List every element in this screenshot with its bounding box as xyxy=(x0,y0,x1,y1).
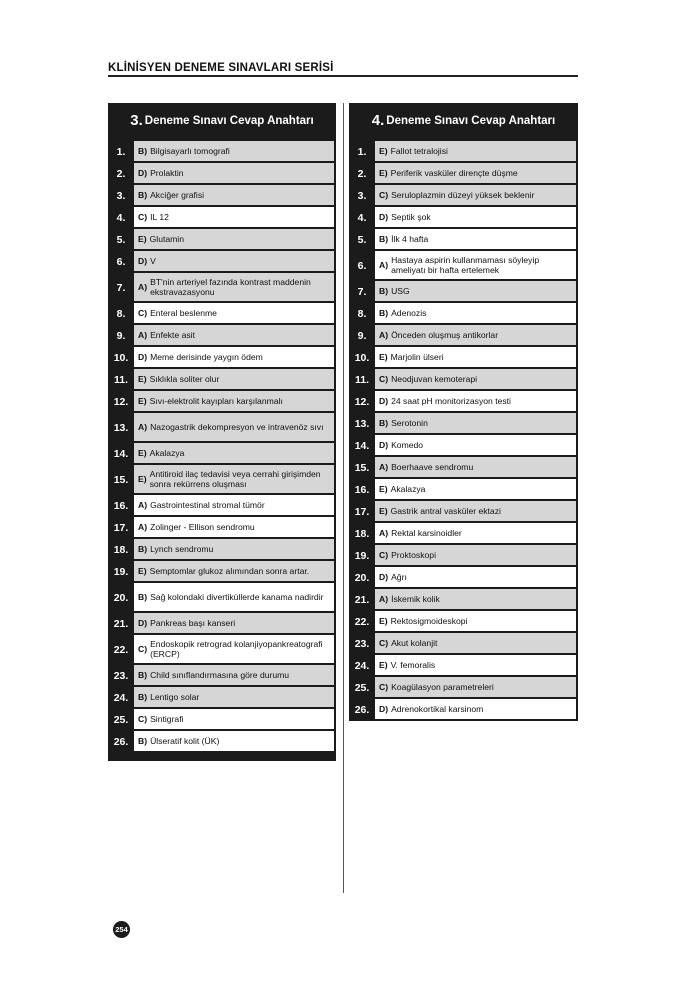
answer-text: BT'nin arteriyel fazında kontrast maddenin ekstravazasyonu xyxy=(150,277,311,297)
page-number-badge: 254 xyxy=(113,921,130,938)
answer-option: D) xyxy=(138,618,148,628)
answer-row xyxy=(108,665,336,687)
answer-text: Meme derisinde yaygın ödem xyxy=(150,352,263,362)
question-number: 26. xyxy=(113,736,129,748)
answer-option: E) xyxy=(138,234,147,244)
answer-option: B) xyxy=(379,286,389,296)
answer-text: Marjolin ülseri xyxy=(390,352,444,362)
answer-row xyxy=(108,709,336,731)
answer-row xyxy=(108,207,336,229)
question-number: 25. xyxy=(354,682,370,694)
answer-option: D) xyxy=(138,352,148,362)
panel-title: Deneme Sınavı Cevap Anahtarı xyxy=(386,114,556,127)
question-number: 23. xyxy=(113,670,129,682)
answer-cell xyxy=(375,633,576,653)
answer-option: A) xyxy=(379,260,389,270)
answer-text: Lentigo solar xyxy=(150,692,200,702)
answer-option: D) xyxy=(379,572,389,582)
answer-cell xyxy=(134,539,334,559)
answer-option: E) xyxy=(138,448,147,458)
answer-row xyxy=(108,391,336,413)
answer-cell xyxy=(134,517,334,537)
answer-row xyxy=(108,273,336,303)
answer-option: A) xyxy=(379,528,389,538)
question-number: 1. xyxy=(116,146,126,158)
question-number: 10. xyxy=(113,352,129,364)
question-number: 23. xyxy=(354,638,370,650)
answer-option: B) xyxy=(138,692,148,702)
answer-option: A) xyxy=(138,282,148,292)
answer-row xyxy=(349,589,578,611)
question-number: 17. xyxy=(113,522,129,534)
answer-text: Pankreas başı kanseri xyxy=(150,618,236,628)
answer-text: Koagülasyon parametreleri xyxy=(391,682,494,692)
answer-cell xyxy=(134,687,334,707)
question-number: 3. xyxy=(116,190,126,202)
answer-cell xyxy=(375,325,576,345)
answer-row xyxy=(108,163,336,185)
answer-text: Gastrointestinal stromal tümör xyxy=(150,500,265,510)
answer-option: B) xyxy=(138,146,148,156)
answer-row xyxy=(349,347,578,369)
answer-option: E) xyxy=(379,168,388,178)
answer-text: Akalazya xyxy=(390,484,426,494)
question-number: 4. xyxy=(116,212,126,224)
answer-cell xyxy=(375,457,576,477)
answer-row xyxy=(108,443,336,465)
answer-row xyxy=(108,141,336,163)
question-number: 19. xyxy=(354,550,370,562)
answer-cell xyxy=(134,613,334,633)
answer-row xyxy=(349,141,578,163)
answer-row xyxy=(108,731,336,753)
answer-text: Septik şok xyxy=(391,212,431,222)
answer-row xyxy=(108,229,336,251)
answer-text: Child sınıflandırmasına göre durumu xyxy=(150,670,290,680)
answer-option: B) xyxy=(379,308,389,318)
answer-cell xyxy=(134,251,334,271)
answer-text: İlk 4 hafta xyxy=(391,234,429,244)
answer-option: E) xyxy=(138,374,147,384)
answer-key-exam-4 xyxy=(349,103,578,721)
answer-cell xyxy=(134,391,334,411)
question-number: 22. xyxy=(113,644,129,656)
answer-option: A) xyxy=(379,594,389,604)
answer-option: E) xyxy=(379,616,388,626)
answer-row xyxy=(349,413,578,435)
answer-text: Bilgisayarlı tomografi xyxy=(150,146,230,156)
question-number: 6. xyxy=(116,256,126,268)
answer-cell xyxy=(375,435,576,455)
answer-option: A) xyxy=(379,330,389,340)
answer-text: Glutamin xyxy=(149,234,184,244)
question-number: 10. xyxy=(354,352,370,364)
answer-row xyxy=(349,281,578,303)
question-number: 18. xyxy=(113,544,129,556)
answer-text: Antitiroid ilaç tedavisi veya cerrahi girişimden sonra rekürrens oluşması xyxy=(149,469,321,489)
answer-text: Enfekte asit xyxy=(150,330,195,340)
answer-text: Lynch sendromu xyxy=(150,544,214,554)
answer-text: Rektal karsinoidler xyxy=(391,528,462,538)
question-number: 20. xyxy=(354,572,370,584)
answer-cell xyxy=(134,465,334,493)
question-number: 4. xyxy=(357,212,367,224)
answer-text: Önceden oluşmuş antikorlar xyxy=(391,330,499,340)
answer-cell xyxy=(134,709,334,729)
answer-row xyxy=(349,229,578,251)
answer-option: B) xyxy=(379,234,389,244)
question-number: 19. xyxy=(113,566,129,578)
answer-row xyxy=(349,611,578,633)
answer-text: Ağrı xyxy=(391,572,407,582)
answer-row xyxy=(108,561,336,583)
question-number: 7. xyxy=(357,286,367,298)
answer-row xyxy=(108,687,336,709)
answer-cell xyxy=(134,583,334,611)
answer-option: D) xyxy=(138,168,148,178)
answer-option: E) xyxy=(138,566,147,576)
question-number: 5. xyxy=(116,234,126,246)
question-number: 24. xyxy=(113,692,129,704)
answer-row xyxy=(349,185,578,207)
answer-option: A) xyxy=(138,330,148,340)
answer-cell xyxy=(375,677,576,697)
answer-text: Akciğer grafisi xyxy=(150,190,205,200)
answer-text: V. femoralis xyxy=(390,660,436,670)
question-number: 26. xyxy=(354,704,370,716)
answer-row xyxy=(108,495,336,517)
answer-row xyxy=(349,435,578,457)
column-divider xyxy=(343,103,344,893)
answer-option: E) xyxy=(138,474,147,484)
answer-cell xyxy=(375,347,576,367)
answer-cell xyxy=(375,185,576,205)
answer-row xyxy=(349,655,578,677)
answer-row xyxy=(349,479,578,501)
question-number: 12. xyxy=(113,396,129,408)
answer-option: A) xyxy=(138,522,148,532)
answer-text: Akalazya xyxy=(149,448,185,458)
answer-cell xyxy=(375,369,576,389)
answer-cell xyxy=(134,229,334,249)
answer-cell xyxy=(375,699,576,719)
answer-cell xyxy=(375,611,576,631)
answer-option: C) xyxy=(138,714,148,724)
question-number: 21. xyxy=(354,594,370,606)
answer-row xyxy=(108,325,336,347)
answer-text: Rektosigmoideskopi xyxy=(390,616,468,626)
answer-option: C) xyxy=(138,212,148,222)
answer-cell xyxy=(375,303,576,323)
answer-option: C) xyxy=(379,550,389,560)
answer-cell xyxy=(134,495,334,515)
answer-option: A) xyxy=(138,422,148,432)
question-number: 13. xyxy=(113,422,129,434)
answer-text: İskemik kolik xyxy=(391,594,440,604)
answer-cell xyxy=(375,523,576,543)
answer-text: Endoskopik retrograd kolanjiyopankreatografi (ERCP) xyxy=(150,639,323,659)
answer-text: Proktoskopi xyxy=(391,550,436,560)
answer-text: Neodjuvan kemoterapi xyxy=(391,374,478,384)
question-number: 17. xyxy=(354,506,370,518)
panel-header xyxy=(108,103,336,138)
question-number: 9. xyxy=(357,330,367,342)
answer-row xyxy=(349,163,578,185)
answer-cell xyxy=(134,141,334,161)
question-number: 1. xyxy=(357,146,367,158)
question-number: 14. xyxy=(113,448,129,460)
header-rule xyxy=(108,75,578,77)
question-number: 15. xyxy=(354,462,370,474)
answer-option: B) xyxy=(138,670,148,680)
answer-cell xyxy=(134,413,334,441)
answer-cell xyxy=(375,391,576,411)
answer-option: C) xyxy=(138,308,148,318)
answer-row xyxy=(108,583,336,613)
answer-row xyxy=(108,517,336,539)
answer-option: E) xyxy=(379,352,388,362)
answer-row xyxy=(108,251,336,273)
answer-option: E) xyxy=(379,484,388,494)
answer-option: B) xyxy=(379,418,389,428)
answer-cell xyxy=(375,141,576,161)
answer-row xyxy=(108,185,336,207)
question-number: 18. xyxy=(354,528,370,540)
answer-option: B) xyxy=(138,544,148,554)
answer-option: C) xyxy=(379,190,389,200)
exam-number: 4. xyxy=(371,112,385,129)
answer-row xyxy=(108,635,336,665)
answer-text: Prolaktin xyxy=(150,168,184,178)
question-number: 16. xyxy=(354,484,370,496)
answer-row xyxy=(349,545,578,567)
question-number: 15. xyxy=(113,474,129,486)
question-number: 11. xyxy=(354,374,370,386)
answer-option: E) xyxy=(379,660,388,670)
answer-text: Enteral beslenme xyxy=(150,308,217,318)
answer-cell xyxy=(134,635,334,663)
question-number: 5. xyxy=(357,234,367,246)
answer-text: Sıvı-elektrolit kayıpları karşılanmalı xyxy=(149,396,283,406)
answer-cell xyxy=(134,443,334,463)
question-number: 9. xyxy=(116,330,126,342)
answer-text: Hastaya aspirin kullanmaması söyleyip ameliyatı bir hafta ertelemek xyxy=(391,255,540,275)
answer-row xyxy=(108,539,336,561)
answer-option: C) xyxy=(379,638,389,648)
answer-cell xyxy=(375,163,576,183)
question-number: 20. xyxy=(113,592,129,604)
answer-cell xyxy=(134,207,334,227)
answer-option: B) xyxy=(138,190,148,200)
answer-text: Gastrik antral vasküler ektazi xyxy=(390,506,501,516)
answer-text: USG xyxy=(391,286,410,296)
question-number: 24. xyxy=(354,660,370,672)
answer-cell xyxy=(375,229,576,249)
answer-row xyxy=(349,677,578,699)
answer-text: Seruloplazmin düzeyi yüksek beklenir xyxy=(391,190,535,200)
answer-option: D) xyxy=(379,396,389,406)
answer-text: V xyxy=(150,256,156,266)
answer-text: Semptomlar glukoz alımından sonra artar. xyxy=(149,566,310,576)
answer-cell xyxy=(375,281,576,301)
question-number: 16. xyxy=(113,500,129,512)
answer-text: Boerhaave sendromu xyxy=(391,462,474,472)
answer-cell xyxy=(134,369,334,389)
answer-row xyxy=(349,523,578,545)
answer-row xyxy=(349,369,578,391)
answer-cell xyxy=(134,731,334,751)
question-number: 7. xyxy=(116,282,126,294)
answer-option: D) xyxy=(138,256,148,266)
answer-cell xyxy=(134,163,334,183)
answer-text: Sağ kolondaki divertiküllerde kanama nadirdir xyxy=(150,592,324,602)
answer-cell xyxy=(375,545,576,565)
answer-text: Akut kolanjit xyxy=(391,638,438,648)
answer-row xyxy=(349,633,578,655)
panel-header xyxy=(349,103,578,138)
answer-cell xyxy=(375,207,576,227)
answer-cell xyxy=(134,665,334,685)
answer-option: E) xyxy=(379,506,388,516)
answer-cell xyxy=(134,325,334,345)
answer-text: Serotonin xyxy=(391,418,428,428)
answer-cell xyxy=(375,479,576,499)
answer-text: Sintigrafi xyxy=(150,714,184,724)
answer-cell xyxy=(375,251,576,279)
question-number: 21. xyxy=(113,618,129,630)
question-number: 12. xyxy=(354,396,370,408)
answer-text: IL 12 xyxy=(150,212,169,222)
answer-option: D) xyxy=(379,704,389,714)
answer-cell xyxy=(134,303,334,323)
answer-row xyxy=(108,347,336,369)
answer-row xyxy=(349,457,578,479)
answer-option: C) xyxy=(138,644,148,654)
answer-option: E) xyxy=(138,396,147,406)
answer-cell xyxy=(375,413,576,433)
answer-cell xyxy=(134,273,334,301)
answer-cell xyxy=(375,501,576,521)
answer-option: E) xyxy=(379,146,388,156)
answer-text: Adrenokortikal karsinom xyxy=(391,704,484,714)
answer-row xyxy=(108,413,336,443)
question-number: 22. xyxy=(354,616,370,628)
answer-text: 24 saat pH monitorizasyon testi xyxy=(391,396,511,406)
answer-cell xyxy=(134,347,334,367)
answer-row xyxy=(349,207,578,229)
answer-cell xyxy=(134,561,334,581)
answer-option: D) xyxy=(379,212,389,222)
question-number: 3. xyxy=(357,190,367,202)
question-number: 25. xyxy=(113,714,129,726)
answer-text: Nazogastrik dekompresyon ve intravenöz sıvı xyxy=(150,422,324,432)
question-number: 2. xyxy=(116,168,126,180)
answer-row xyxy=(349,325,578,347)
answer-option: A) xyxy=(138,500,148,510)
answer-option: D) xyxy=(379,440,389,450)
answer-row xyxy=(108,613,336,635)
answer-option: A) xyxy=(379,462,389,472)
question-number: 14. xyxy=(354,440,370,452)
answer-cell xyxy=(375,567,576,587)
exam-number: 3. xyxy=(130,112,143,129)
panel-title: Deneme Sınavı Cevap Anahtarı xyxy=(144,114,314,127)
question-number: 13. xyxy=(354,418,370,430)
answer-text: Sıklıkla soliter olur xyxy=(149,374,220,384)
answer-text: Fallot tetralojisi xyxy=(390,146,448,156)
answer-row xyxy=(349,699,578,721)
answer-text: Zolinger - Ellison sendromu xyxy=(150,522,255,532)
answer-row xyxy=(349,567,578,589)
question-number: 2. xyxy=(357,168,367,180)
answer-text: Komedo xyxy=(391,440,424,450)
answer-cell xyxy=(375,589,576,609)
answer-row xyxy=(349,501,578,523)
answer-option: B) xyxy=(138,736,148,746)
answer-cell xyxy=(375,655,576,675)
answer-row xyxy=(108,303,336,325)
answer-row xyxy=(349,251,578,281)
series-title: KLİNİSYEN DENEME SINAVLARI SERİSİ xyxy=(108,62,334,74)
question-number: 8. xyxy=(357,308,367,320)
question-number: 8. xyxy=(116,308,126,320)
question-number: 6. xyxy=(357,260,367,272)
answer-text: Adenozis xyxy=(391,308,427,318)
answer-option: C) xyxy=(379,682,389,692)
answer-row xyxy=(108,369,336,391)
answer-key-exam-3 xyxy=(108,103,336,761)
answer-cell xyxy=(134,185,334,205)
answer-text: Periferik vasküler dirençte düşme xyxy=(390,168,518,178)
answer-option: B) xyxy=(138,592,148,602)
answer-row xyxy=(349,303,578,325)
answer-text: Ülseratif kolit (ÜK) xyxy=(150,736,220,746)
answer-row xyxy=(349,391,578,413)
answer-row xyxy=(108,465,336,495)
question-number: 11. xyxy=(113,374,129,386)
answer-option: C) xyxy=(379,374,389,384)
